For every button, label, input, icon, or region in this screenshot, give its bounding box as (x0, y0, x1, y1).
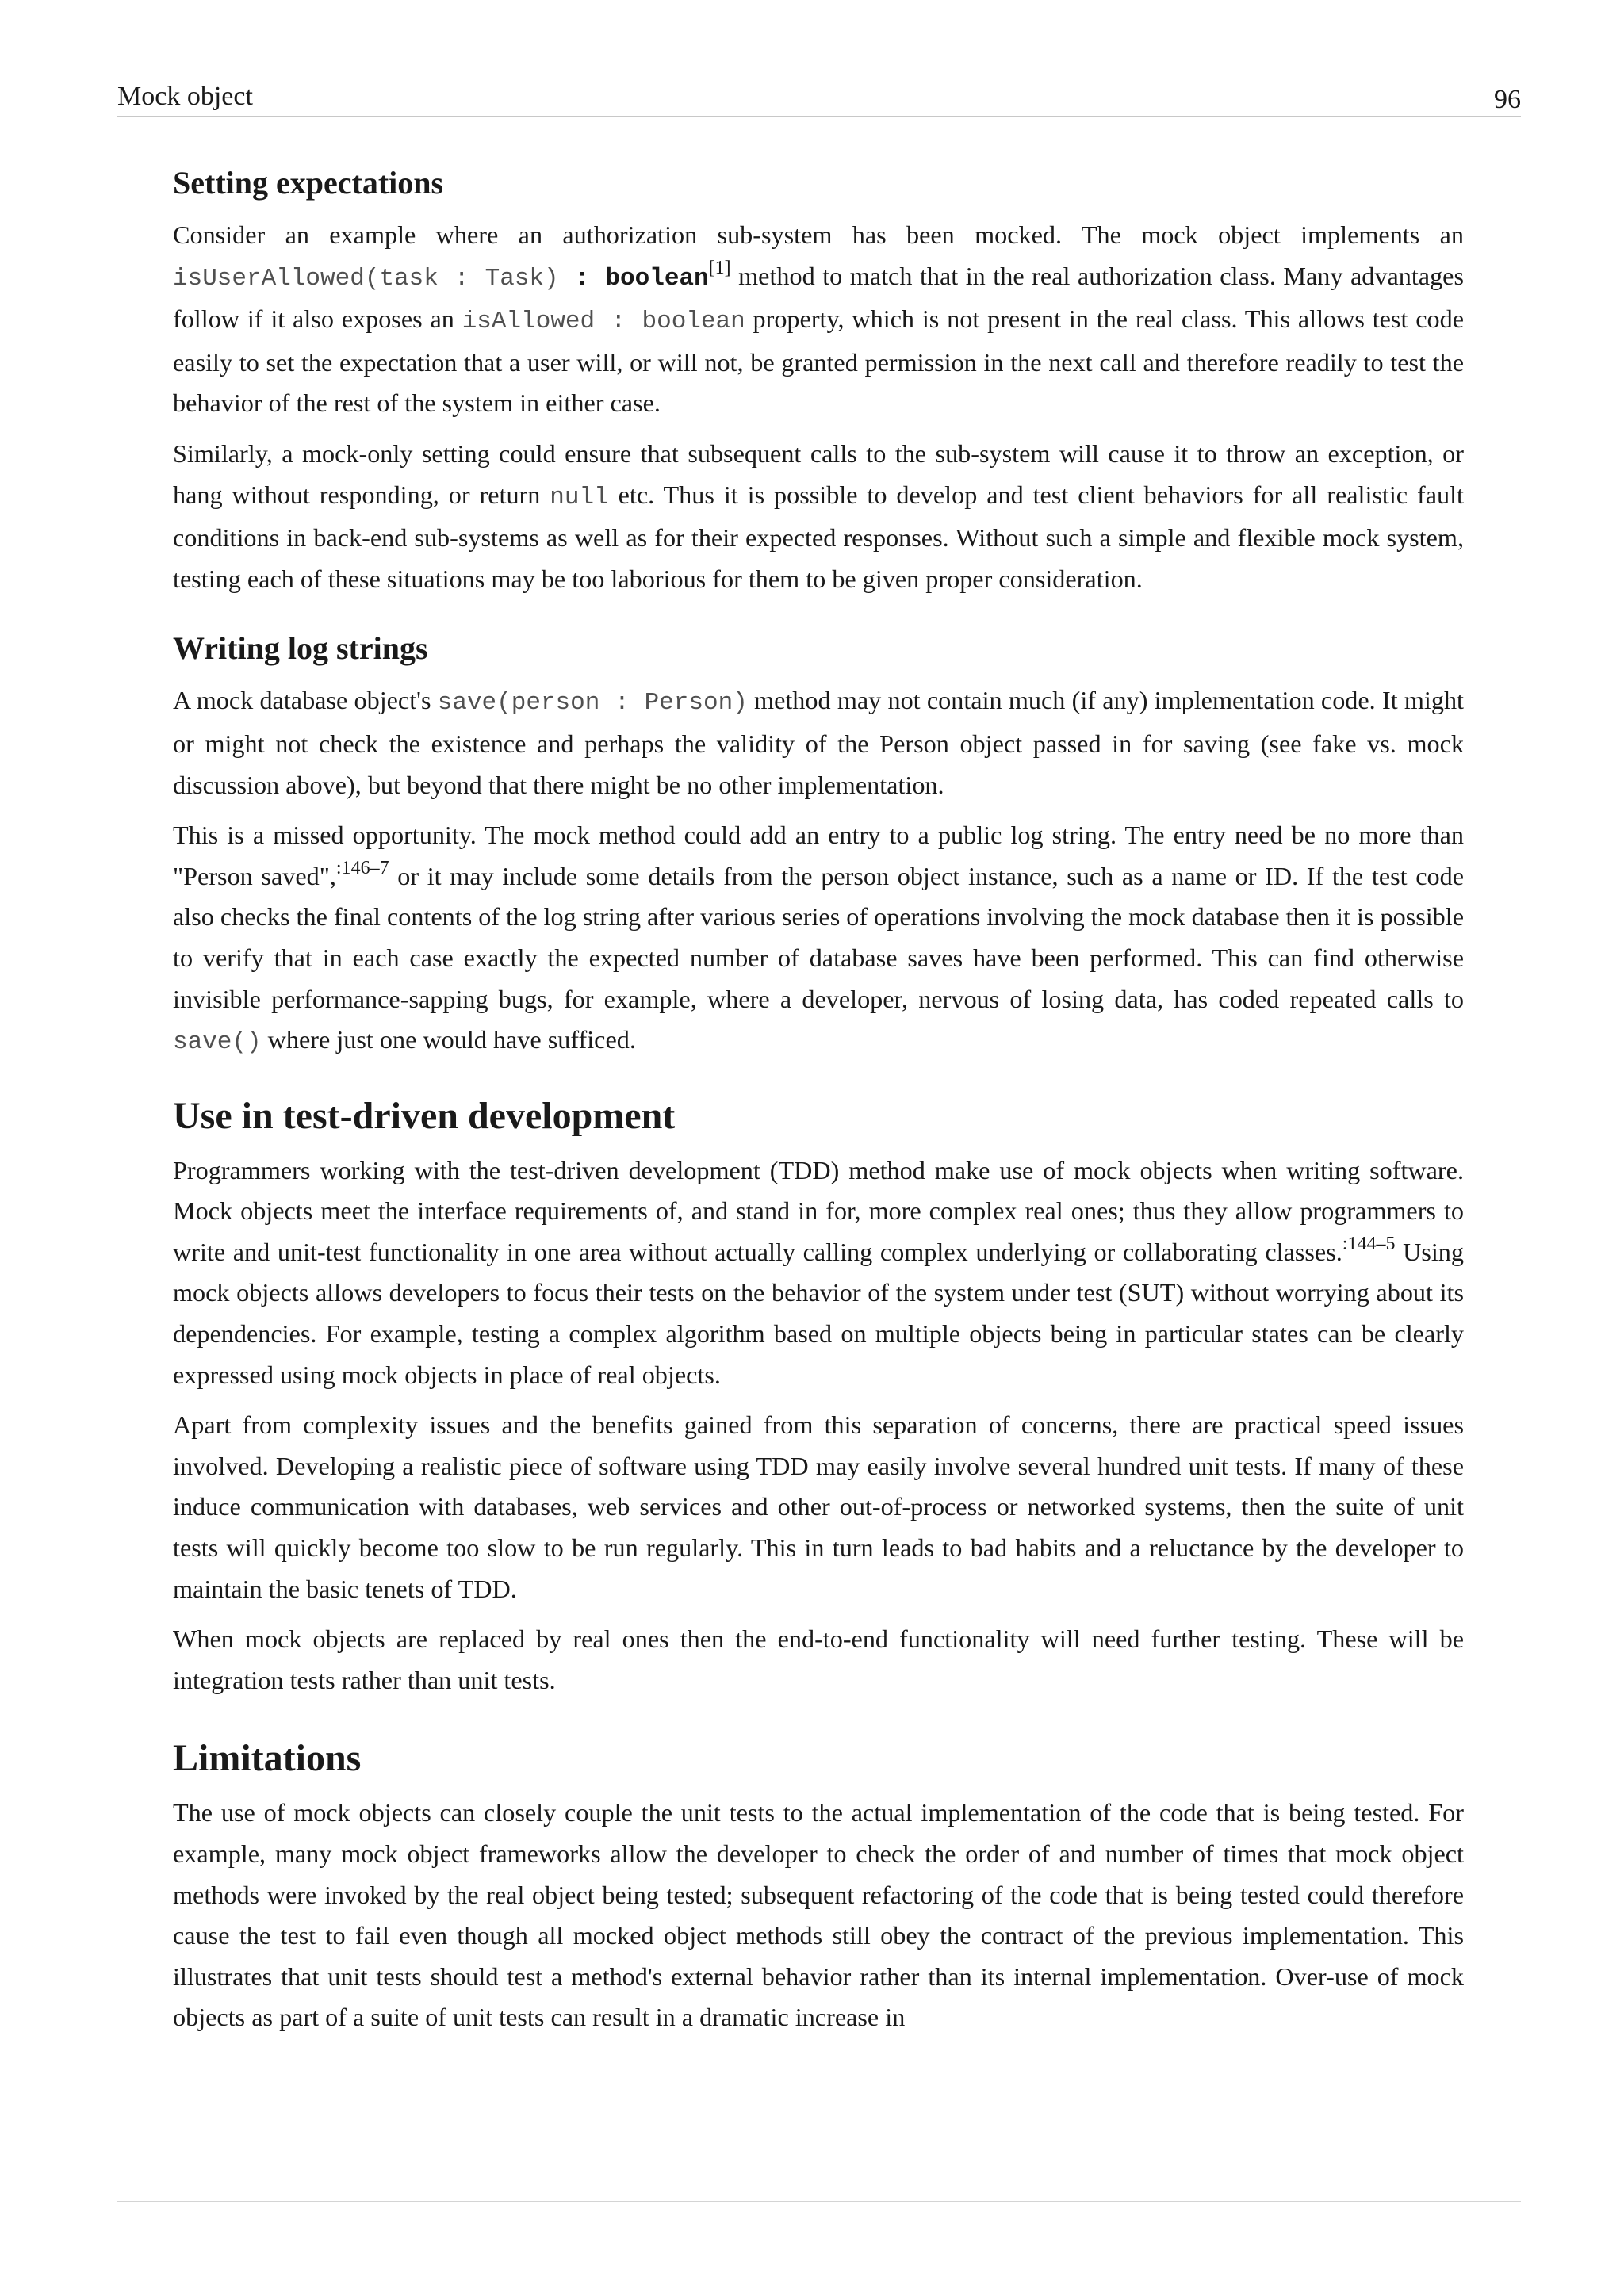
page-footer-rule (117, 2201, 1521, 2202)
paragraph-setting-expectations-2: Similarly, a mock-only setting could ensure that subsequent calls to the sub-system will cause it to throw an exception, or hang without responding, or return null etc. Thus it is possible to develop and test client behaviors for all realistic fault conditions in back-end sub-systems as well as for their expected responses. Without such a simple and flexible mock system, testing each of these situations may be too laborious for them to be given proper consideration. (173, 438, 1465, 593)
paragraph-tdd-1: Programmers working with the test-driven development (TDD) method make use of mock objects when writing software. Mock objects meet the interface requirements of, and stand in for, more complex real ones; thus they allow programmers to write and unit-test functionality in one area without actually calling complex underlying or collaborating classes.$^{:144-5}$ Using mock objects allows developers to focus their tests on the behavior of the system under test (SUT) without worrying about its dependencies. For example, testing a complex algorithm based on multiple objects being in particular states can be clearly expressed using mock objects in place of real objects. (173, 1155, 1464, 1389)
code-save-person: save(person : Person) (437, 689, 748, 718)
page-content (173, 163, 1464, 2048)
code-is-user-allowed: isUserAllowed(task : Task) (173, 264, 559, 293)
heading-test-driven-development: Use in test-driven development (173, 1094, 676, 1137)
paragraph-writing-log-strings-2: This is a missed opportunity. The mock method could add an entry to a public log string. The entry need be no more than "Person saved",$^{:146-7}$ or it may include some details from the person object instance, such as a name or ID. If the test code also checks the final contents of the log string after various series of operations involving the mock database then it is possible to verify that in each case exactly the expected number of database saves have been performed. This can find otherwise invisible performance-sapping bugs, for example, where a developer, nervous of losing data, has coded repeated calls to save() where just one would have sufficed. (173, 821, 1465, 1057)
citation-link-146-7[interactable]: :146–7 (335, 857, 389, 878)
code-boolean: boolean (605, 264, 709, 293)
paragraph-tdd-3: When mock objects are replaced by real ones then the end-to-end functionality will need further testing. These will be integration tests rather than unit tests. (173, 1624, 1464, 1694)
citation-link-144-5[interactable]: :144–5 (1342, 1233, 1396, 1254)
code-null: null (550, 483, 609, 511)
heading-limitations: Limitations (173, 1737, 362, 1780)
running-title: Mock object (117, 82, 253, 111)
paragraph-tdd-2: Apart from complexity issues and the benefits gained from this separation of concerns, there are practical speed issues involved. Developing a realistic piece of software using TDD may easily involve several hundred unit tests. If many of these induce communication with databases, web services and other out-of-process or networked systems, then the suite of unit tests will quickly become too slow to be run regularly. This in turn leads to bad habits and a reluctance by the developer to maintain the basic tenets of TDD. (173, 1410, 1464, 1603)
heading-setting-expectations: Setting expectations (173, 165, 444, 201)
code-save: save() (173, 1028, 262, 1057)
paragraph-writing-log-strings-1: A mock database object's save(person : Person) method may not contain much (if any) implementation code. It might or might not check the existence and perhaps the validity of the Person object passed in for saving (see fake vs. mock discussion above), but beyond that there might be no other implementation. (173, 686, 1464, 799)
citation-link-1[interactable]: [1] (708, 257, 731, 278)
paragraph-setting-expectations-1: Consider an example where an authorization sub-system has been mocked. The mock object implements an isUserAllowed(task : Task) : boolean[1] method to match that in the real authorization class. Many advantages follow if it also exposes an isAllowed : boolean property, which is not present in the real class. This allows test code easily to set the expectation that a user will, or will not, be granted permission in the next call and therefore readily to test the behavior of the rest of the system in either case. (173, 220, 1464, 418)
heading-writing-log-strings: Writing log strings (173, 630, 428, 667)
page-header (117, 78, 1521, 117)
paragraph-limitations-1: The use of mock objects can closely couple the unit tests to the actual implementation of the code that is being tested. For example, many mock object frameworks allow the developer to check the order of and number of times that mock object methods were invoked by the real object being tested; subsequent refactoring of the code that is being tested could therefore cause the test to fail even though all mocked object methods still obey the contract of the previous implementation. This illustrates that unit tests should test a method's external behavior rather than its internal implementation. Over-use of mock objects as part of a suite of unit tests can result in a dramatic increase in (173, 1798, 1464, 2032)
page-number: 96 (1494, 85, 1521, 114)
code-is-allowed: isAllowed : boolean (462, 308, 745, 336)
